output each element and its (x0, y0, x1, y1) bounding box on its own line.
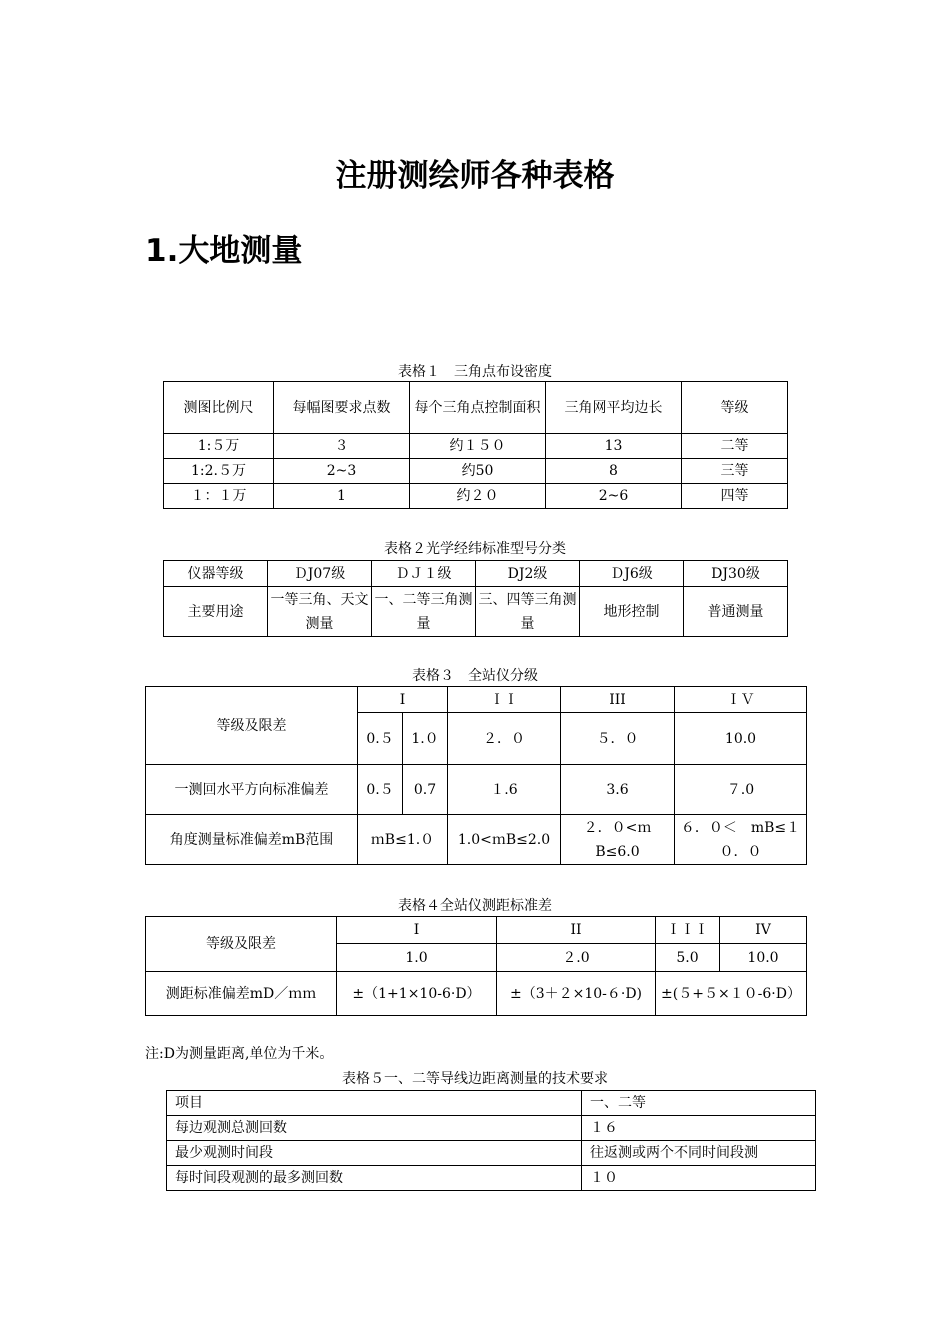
table4-cell: ±(５+５×１０-6·D） (656, 972, 807, 1016)
section-title: 1.大地测量 (145, 233, 303, 269)
table3-grade: III (561, 687, 675, 713)
table1-cell: 二等 (682, 434, 788, 459)
table1-header: 三角网平均边长 (546, 382, 682, 434)
table4-grade: ＩＩＩ (656, 917, 720, 944)
table5-cell: １０ (582, 1166, 816, 1191)
table2-cell: 一等三角、天文测量 (268, 587, 372, 637)
table1-cell: １：１万 (164, 484, 274, 509)
table1-cell: 13 (546, 434, 682, 459)
table2-cell: 地形控制 (580, 587, 684, 637)
table2-header: DJ30级 (684, 561, 788, 587)
table1-header: 测图比例尺 (164, 382, 274, 434)
table4 (145, 916, 807, 1016)
table2 (163, 560, 788, 637)
table2-cell: 一、二等三角测量 (372, 587, 476, 637)
table4-grade: II (497, 917, 656, 944)
table2-header: 仪器等级 (164, 561, 268, 587)
table5-cell: 每边观测总测回数 (167, 1116, 582, 1141)
table2-header: ＤJ07级 (268, 561, 372, 587)
table1-cell: 约50 (410, 459, 546, 484)
table3-cell: ２．０<ｍB≤6.0 (561, 815, 675, 865)
table3-cell: 1.0<ｍB≤2.0 (448, 815, 561, 865)
table3-cell: ７.0 (675, 765, 807, 815)
table5-cell: 每时间段观测的最多测回数 (167, 1166, 582, 1191)
table3-row-label: 一测回水平方向标准偏差 (146, 765, 358, 815)
table3-grade-label: 等级及限差 (146, 687, 358, 765)
table3-limit: 0.５ (358, 713, 403, 765)
table4-cell: ±（1+1×10-6·D） (337, 972, 497, 1016)
table1-cell: 1:2.５万 (164, 459, 274, 484)
table4-grade-label: 等级及限差 (146, 917, 337, 972)
table5-cell: 一、二等 (582, 1091, 816, 1116)
table3-cell: 0.５ (358, 765, 403, 815)
table1 (163, 381, 788, 509)
table2-cell: 三、四等三角测量 (476, 587, 580, 637)
table4-row-label: 测距标准偏差mD／ｍｍ (146, 972, 337, 1016)
table3-cell: 3.6 (561, 765, 675, 815)
table1-cell: 1:５万 (164, 434, 274, 459)
table5-caption: 表格５一、二等导线边距离测量的技术要求 (342, 1071, 608, 1087)
table1-cell: 约２０ (410, 484, 546, 509)
table1-header: 等级 (682, 382, 788, 434)
table3-limit: 10.0 (675, 713, 807, 765)
table1-cell: 约１５０ (410, 434, 546, 459)
table1-cell: 2~3 (274, 459, 410, 484)
table5 (166, 1090, 816, 1191)
table1-header: 每幅图要求点数 (274, 382, 410, 434)
table4-grade: I (337, 917, 497, 944)
table5-cell: １６ (582, 1116, 816, 1141)
table5-cell: 项目 (167, 1091, 582, 1116)
table3-limit: ５．０ (561, 713, 675, 765)
table3-cell: ｍB≤1.０ (358, 815, 448, 865)
table4-limit: 5.0 (656, 944, 720, 972)
table2-header: ＤＪ１级 (372, 561, 476, 587)
table3-limit: 1.０ (403, 713, 448, 765)
table5-cell: 往返测或两个不同时间段测 (582, 1141, 816, 1166)
table3-caption: 表格３ 全站仪分级 (412, 668, 538, 684)
table4-limit: 1.0 (337, 944, 497, 972)
table2-cell: 普通测量 (684, 587, 788, 637)
table3-row-label: 角度测量标准偏差mB范围 (146, 815, 358, 865)
table4-grade: IV (720, 917, 807, 944)
table1-cell: ３ (274, 434, 410, 459)
table1-cell: 2~6 (546, 484, 682, 509)
table1-caption: 表格１ 三角点布设密度 (398, 364, 552, 380)
table2-cell: 主要用途 (164, 587, 268, 637)
table2-header: ＤJ6级 (580, 561, 684, 587)
table3-cell: １.6 (448, 765, 561, 815)
table3-cell: 0.7 (403, 765, 448, 815)
table3 (145, 686, 807, 865)
table1-cell: 1 (274, 484, 410, 509)
table3-limit: ２．０ (448, 713, 561, 765)
table1-header: 每个三角点控制面积 (410, 382, 546, 434)
doc-title: 注册测绘师各种表格 (335, 158, 615, 194)
table3-grade: ＩＶ (675, 687, 807, 713)
table1-cell: 四等 (682, 484, 788, 509)
note-text: 注:D为测量距离,单位为千米。 (145, 1046, 334, 1062)
table1-cell: 三等 (682, 459, 788, 484)
table4-caption: 表格４全站仪测距标准差 (398, 898, 552, 914)
table2-header: DJ2级 (476, 561, 580, 587)
table4-limit: 10.0 (720, 944, 807, 972)
table1-cell: 8 (546, 459, 682, 484)
table5-cell: 最少观测时间段 (167, 1141, 582, 1166)
table4-cell: ±（3＋２×10-６·D) (497, 972, 656, 1016)
table3-cell: ６．０＜ mB≤１０．０ (675, 815, 807, 865)
table3-grade: I (358, 687, 448, 713)
table2-caption: 表格２光学经纬标准型号分类 (384, 541, 566, 557)
table4-limit: ２.0 (497, 944, 656, 972)
table3-grade: ＩＩ (448, 687, 561, 713)
